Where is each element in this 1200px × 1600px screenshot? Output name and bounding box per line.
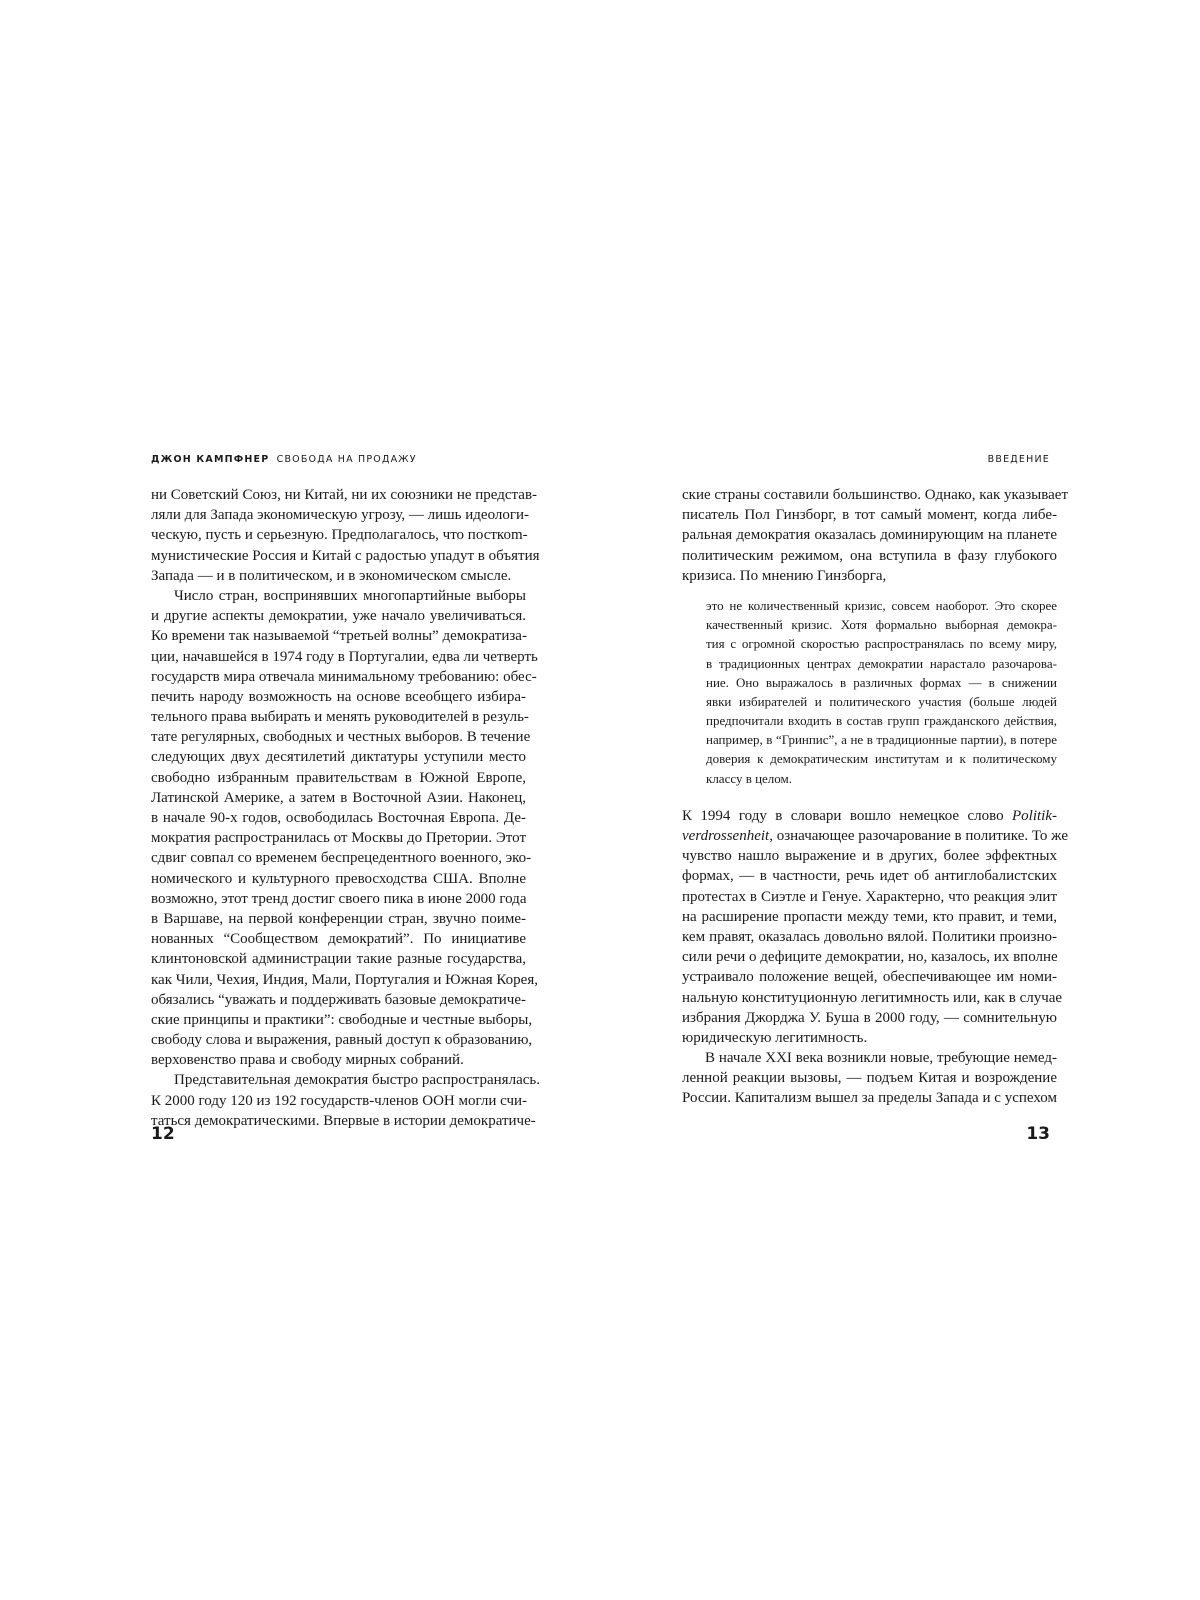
text-line: К 2000 году 120 из 192 государств-членов ООН могли счи- (151, 1092, 528, 1109)
left-body-text (151, 485, 540, 1131)
text-line: мунистические Россия и Китай с радостью упадут в объятия (151, 547, 540, 564)
text-line: ции, начавшейся в 1974 году в Португалии, едва ли четверть (151, 648, 538, 665)
text-line: таться демократическими. Впервые в истории демократиче- (151, 1112, 536, 1129)
quote-line: качественный кризис. Хотя формально выборная демокра- (706, 617, 1057, 633)
running-head-left (151, 454, 417, 465)
running-head-author: ДЖОН КАМПФНЕР (151, 454, 270, 465)
text-line: печить народу возможность на основе всеобщего избира- (151, 688, 526, 705)
text-line: кем правят, оказалась довольно вялой. Политики произно- (682, 928, 1057, 945)
text-line: сдвиг совпал со временем беспрецедентного военного, эко- (151, 850, 532, 867)
text-line: Ко времени так называемой “третьей волны” демократиза- (151, 628, 527, 645)
text-line: избрания Джорджа У. Буша в 2000 году, — сомнительную (682, 1009, 1057, 1026)
quote-line: например, в “Гринпис”, а не в традиционные партии), в потере (706, 732, 1057, 748)
text-line: ские принципы и практики”: свободные и честные выборы, (151, 1011, 533, 1028)
text-line: обязались “уважать и поддерживать базовые демократиче- (151, 991, 526, 1008)
quote-line: явки избирателей и политического участия (больше людей (706, 693, 1057, 709)
quote-line: в традиционных центрах демократии нарастало разочарова- (706, 655, 1057, 671)
text-line: ральная демократия оказалась доминирующим на планете (682, 527, 1057, 544)
text-line: ческую, пусть и серьезную. Предполагалось, что посткоm- (151, 527, 528, 544)
text-line: верховенство права и свободу мирных собраний. (151, 1052, 464, 1069)
text-line: ские страны составили большинство. Однако, как указывает (682, 487, 1069, 503)
text-line: нальную конституционную легитимность или, как в случае (682, 989, 1063, 1006)
text-line: тате регулярных, свободных и честных выборов. В течение (151, 729, 531, 746)
text-line: в начале 90-х годов, освободилась Восточная Европа. Де- (151, 810, 526, 826)
text-line: клинтоновской администрации такие разные государства, (151, 951, 526, 968)
quote-line: доверия к демократическим институтам и к политическому (706, 751, 1057, 767)
running-head-right: ВВЕДЕНИЕ (987, 454, 1050, 465)
block-quote (682, 596, 1057, 788)
text-line: тельного права выбирать и менять руководителей в резуль- (151, 709, 529, 726)
right-body-text (682, 485, 1069, 1109)
text-line: политическим режимом, она вступила в фазу глубокого (682, 547, 1057, 564)
page-number-left: 12 (151, 1124, 175, 1144)
text-segment: , означающее разочарование в политике. То же (769, 828, 1068, 844)
quote-line: тия с огромной скоростью распространялась по всему миру, (706, 636, 1057, 652)
text-line: ляли для Запада экономическую угрозу, — лишь идеологи- (151, 507, 530, 524)
text-line: на расширение пропасти между теми, кто правит, и теми, (682, 908, 1057, 925)
text-line: протестах в Сиэтле и Генуе. Характерно, что реакция элит (682, 888, 1057, 905)
text-line: сили речи о дефиците демократии, но, казалось, их вполне (682, 949, 1058, 966)
text-line: писатель Пол Гинзборг, в тот самый момент, когда либе- (682, 507, 1057, 524)
quote-line: ние. Оно выражалось в различных формах — в снижении (706, 674, 1057, 690)
text-line: следующих двух десятилетий диктатуры уступили место (151, 749, 526, 766)
text-line: Латинской Америке, а затем в Восточной Азии. Наконец, (151, 789, 526, 806)
text-line: юридическую легитимность. (682, 1029, 868, 1046)
text-line: возможно, этот тренд достиг своего пика в июне 2000 года (151, 890, 527, 907)
italic-term: verdrossenheit (682, 828, 770, 844)
text-line: ни Советский Союз, ни Китай, ни их союзники не представ- (151, 487, 538, 503)
italic-term: Politik- (1012, 807, 1057, 824)
quote-line: классу в целом. (706, 770, 793, 786)
right-page (600, 0, 1200, 1600)
text-line: номического и культурного превосходства США. Вполне (151, 870, 526, 887)
text-line: нованных “Сообществом демократий”. По инициативе (151, 931, 526, 948)
text-segment: К 1994 году в словари вошло немецкое слово (682, 807, 1012, 824)
running-head-book-title: СВОБОДА НА ПРОДАЖУ (276, 454, 417, 465)
text-line: Запада — и в политическом, и в экономическом смысле. (151, 567, 512, 584)
text-line: и другие аспекты демократии, уже начало увеличиваться. (151, 608, 526, 625)
quote-line: предпочитали входить в состав групп гражданского действия, (706, 713, 1057, 729)
text-line: чувство нашло выражение и в других, более эффектных (682, 848, 1057, 865)
text-line: как Чили, Чехия, Индия, Мали, Португалия и Южная Корея, (151, 971, 538, 988)
text-line (682, 826, 1068, 846)
text-line: Представительная демократия быстро распространялась. (174, 1072, 540, 1089)
text-line: устраивало положение вещей, обеспечивающее им номи- (682, 969, 1057, 986)
text-line: государств мира отвечала минимальному требованию: обес- (151, 668, 537, 685)
text-line (682, 806, 1057, 826)
text-line: ленной реакции вызовы, — подъем Китая и возрождение (682, 1070, 1057, 1087)
quote-line: это не количественный кризис, совсем наоборот. Это скорее (706, 597, 1057, 613)
text-line: свободно избранным правительствам в Южной Европе, (151, 769, 526, 786)
text-line: мократия распространилась от Москвы до Претории. Этот (151, 830, 526, 847)
text-line: В начале XXI века возникли новые, требующие немед- (705, 1050, 1057, 1067)
text-line: Число стран, воспринявших многопартийные выборы (174, 587, 526, 604)
text-line: в Варшаве, на первой конференции стран, звучно поиме- (151, 910, 526, 927)
text-line: России. Капитализм вышел за пределы Запада и с успехом (682, 1090, 1057, 1107)
page-number-right: 13 (1026, 1124, 1050, 1144)
text-line: свободу слова и выражения, равный доступ к образованию, (151, 1032, 533, 1049)
text-line: кризиса. По мнению Гинзборга, (682, 567, 887, 584)
text-line: формах, — в частности, речь идет об антиглобалистских (682, 868, 1057, 885)
